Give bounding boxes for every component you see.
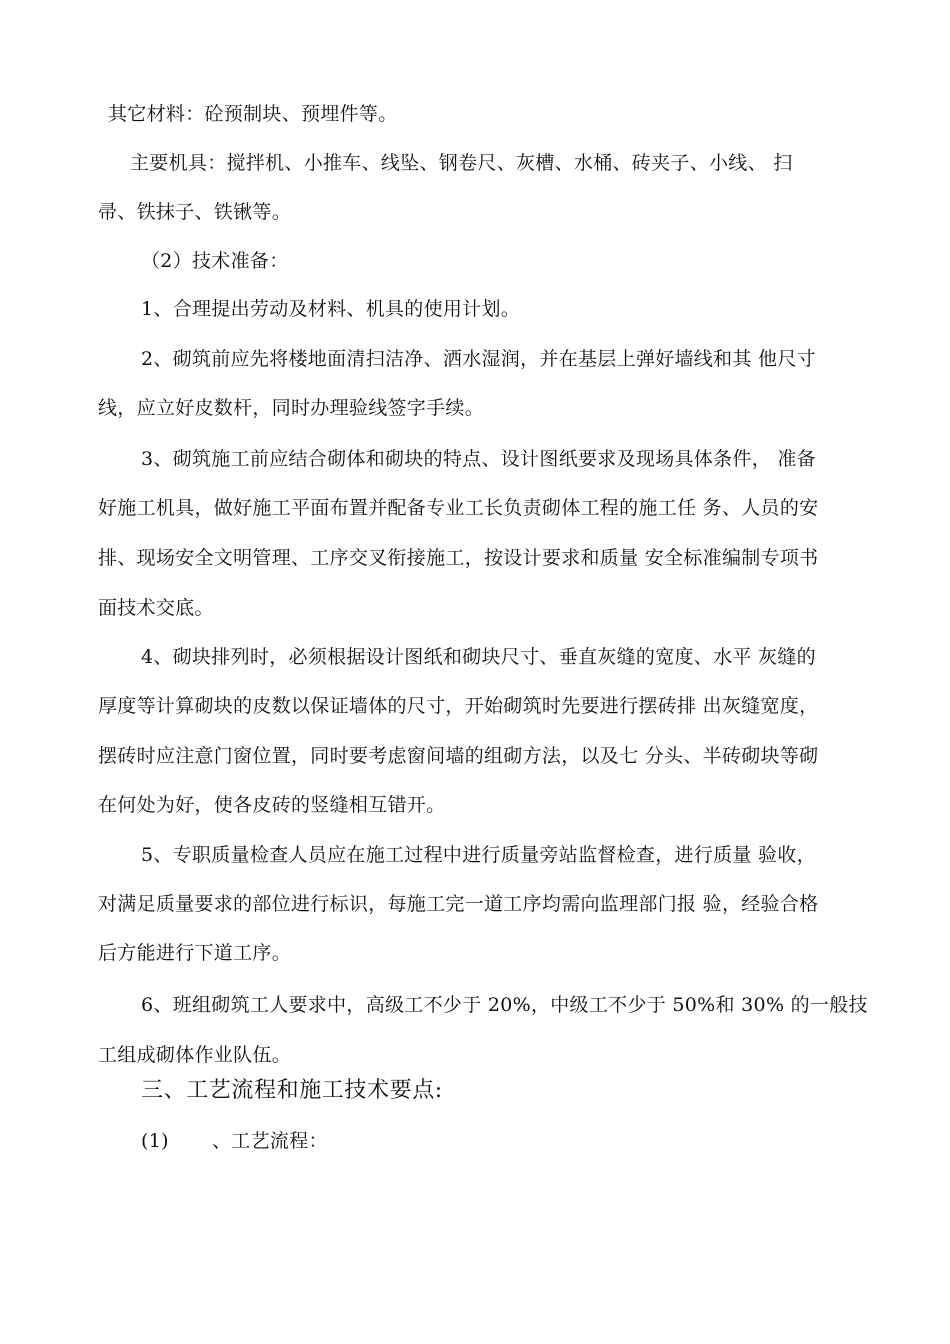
tech-prep-item-3-line-4: 面技术交底。 bbox=[98, 597, 214, 619]
tech-prep-item-5-line-1: 5、专职质量检查人员应在施工过程中进行质量旁站监督检查，进行质量 验收， bbox=[141, 844, 816, 866]
main-tools-line-1: 主要机具：搅拌机、小推车、线坠、钢卷尺、灰槽、水桶、砖夹子、小线、 扫 bbox=[130, 152, 793, 174]
tech-prep-item-3-line-1: 3、砌筑施工前应结合砌体和砌块的特点、设计图纸要求及现场具体条件， 准备 bbox=[141, 448, 816, 470]
tech-prep-title: （2）技术准备： bbox=[141, 250, 289, 272]
tech-prep-item-2-line-2: 线，应立好皮数杆，同时办理验线签字手续。 bbox=[98, 397, 485, 419]
other-materials-line: 其它材料：砼预制块、预埋件等。 bbox=[108, 103, 398, 125]
tech-prep-item-3-line-3: 排、现场安全文明管理、工序交叉衔接施工，按设计要求和质量 安全标准编制专项书 bbox=[98, 547, 819, 569]
section-3-sub-title: 、工艺流程： bbox=[212, 1130, 328, 1152]
main-tools-line-2: 帚、铁抹子、铁锹等。 bbox=[98, 201, 292, 223]
tech-prep-item-5-line-3: 后方能进行下道工序。 bbox=[98, 942, 292, 964]
section-3-sub-number: (1) bbox=[141, 1130, 169, 1152]
tech-prep-item-4-line-3: 摆砖时应注意门窗位置，同时要考虑窗间墙的组砌方法，以及七 分头、半砖砌块等砌 bbox=[98, 745, 819, 767]
tech-prep-item-1-line-1: 1、合理提出劳动及材料、机具的使用计划。 bbox=[141, 298, 521, 320]
tech-prep-item-6-line-1: 6、班组砌筑工人要求中，高级工不少于 20%，中级工不少于 50%和 30% 的一般技 bbox=[141, 994, 868, 1016]
tech-prep-item-3-line-2: 好施工机具，做好施工平面布置并配备专业工长负责砌体工程的施工任 务、人员的安 bbox=[98, 497, 819, 519]
section-3-title: 三、工艺流程和施工技术要点: bbox=[141, 1078, 443, 1103]
tech-prep-item-6-line-2: 工组成砌体作业队伍。 bbox=[98, 1044, 292, 1066]
tech-prep-item-4-line-2: 厚度等计算砌块的皮数以保证墙体的尺寸，开始砌筑时先要进行摆砖排 出灰缝宽度， bbox=[98, 695, 819, 717]
tech-prep-item-5-line-2: 对满足质量要求的部位进行标识，每施工完一道工序均需向监理部门报 验，经验合格 bbox=[98, 893, 819, 915]
tech-prep-item-2-line-1: 2、砌筑前应先将楼地面清扫洁净、洒水湿润，并在基层上弹好墙线和其 他尺寸 bbox=[141, 348, 816, 370]
tech-prep-item-4-line-1: 4、砌块排列时，必须根据设计图纸和砌块尺寸、垂直灰缝的宽度、水平 灰缝的 bbox=[141, 646, 816, 668]
tech-prep-item-4-line-4: 在何处为好，使各皮砖的竖缝相互错开。 bbox=[98, 794, 446, 816]
